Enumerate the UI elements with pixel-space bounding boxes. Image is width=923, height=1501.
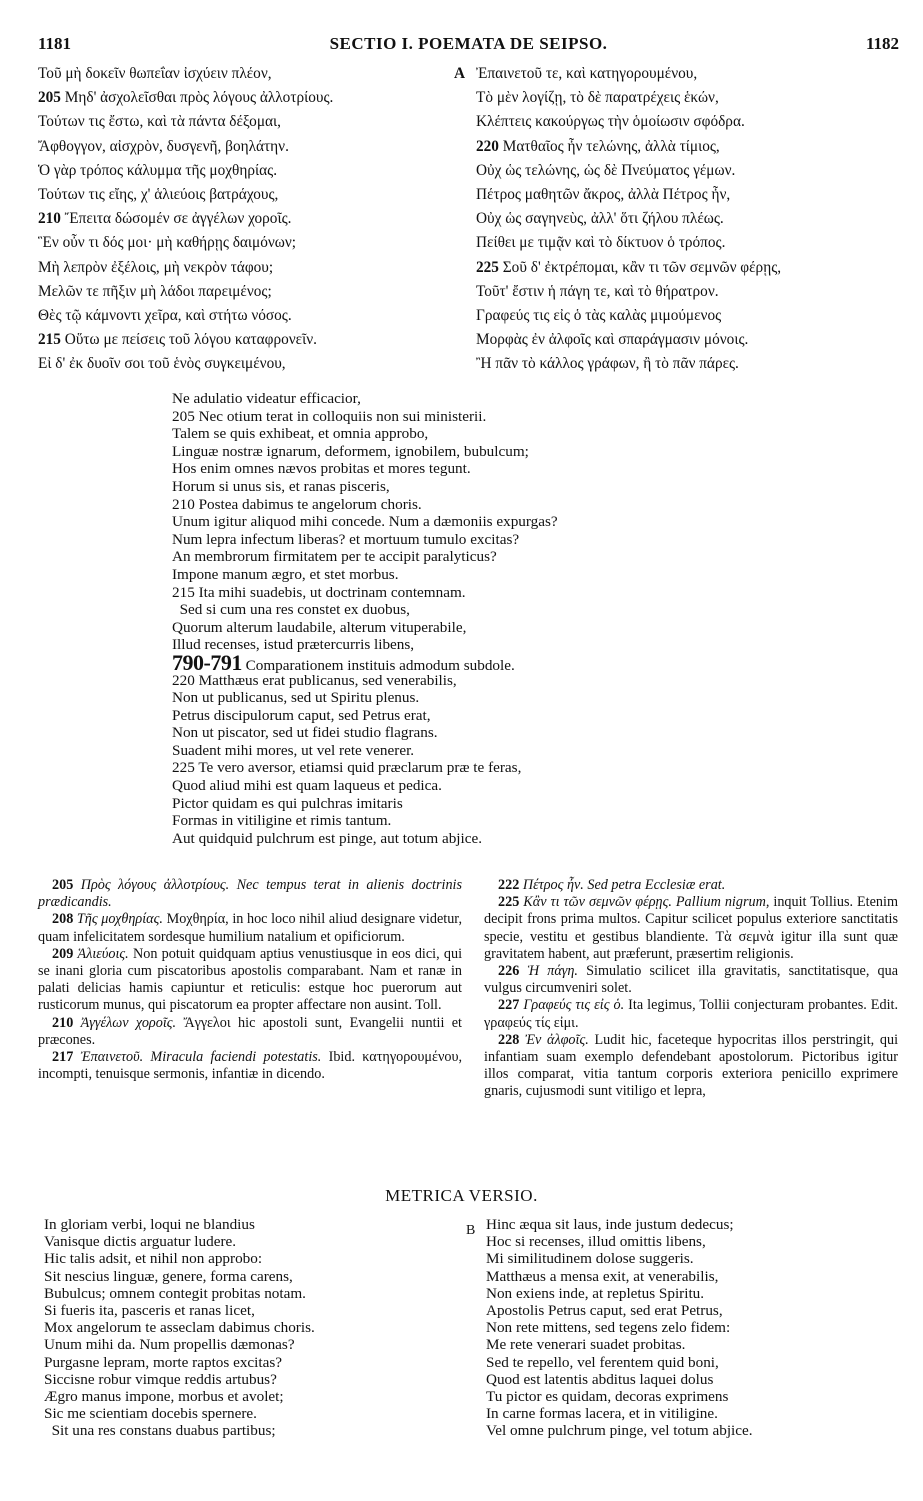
translation-text: Nec otium terat in colloquiis non sui ministerii. (198, 407, 487, 425)
verse-line (458, 159, 898, 183)
metrica-text: Tu pictor es quidam, decoras exprimens (486, 1387, 729, 1405)
metrica-text: Sit nescius linguæ, genere, forma carens, (44, 1267, 293, 1285)
metrica-text: Si fueris ita, pasceris et ranas licet, (44, 1301, 255, 1319)
translation-text: Sed si cum una res constet ex duobus, (172, 601, 410, 619)
metrica-line (466, 1268, 906, 1285)
verse-text (38, 234, 296, 251)
metrica-line (466, 1233, 906, 1250)
metrica-text: Ægro manus impone, morbus et avolet; (44, 1387, 284, 1405)
column-marker-b: B (466, 1223, 476, 1238)
note-text: Non potuit quidquam aptius venustiusque in eos dici, qui se inani gloria cum piscatoribus apostolis comparabant. Nam et ranæ in palati delicias hamis capiuntur et reticulis: estque hoc puerorum aut rusticorum munus, qui piscatorum ea propter affectare non ausint. Toll. (38, 945, 463, 1014)
note-line-number: 205 (52, 877, 74, 893)
verse-text (458, 331, 748, 348)
note-text: Ibid. κατηγορουμένου, incompti, tenuisque sermonis, infantiæ in dicendo. (38, 1049, 463, 1083)
note-line-number: 226 (498, 963, 520, 980)
translation-line (172, 566, 732, 584)
metrica-line (466, 1285, 906, 1302)
translation-line (172, 390, 732, 408)
metrica-line (44, 1250, 454, 1267)
line-number: 220 (476, 137, 499, 155)
note-lemma: Ἐπαινετοῦ. Miracula faciendi potestatis. (80, 1049, 322, 1066)
translation-line (172, 707, 732, 725)
page-number-right: 1182 (865, 34, 899, 53)
metrica-text: In carne formas lacera, et in vitiligine. (486, 1405, 718, 1423)
verse-content: Τοῦτ' ἔστιν ἡ πάγη τε, καὶ τὸ θήρατρον. (476, 282, 719, 300)
metrica-left-column (44, 1216, 454, 1439)
verse-text (458, 65, 697, 82)
verse-content: Ματθαῖος ἦν τελώνης, ἀλλὰ τίμιος, (502, 137, 720, 155)
metrica-line (44, 1336, 454, 1353)
translation-text: Talem se quis exhibeat, et omnia approbo, (172, 425, 429, 443)
line-number: 205 (38, 89, 61, 107)
translation-line (172, 513, 732, 531)
verse-line (458, 183, 898, 207)
translation-line (172, 584, 732, 602)
translation-line (172, 795, 732, 813)
verse-text (458, 259, 781, 276)
translation-line (172, 759, 732, 777)
line-number: 215 (38, 331, 61, 349)
metrica-line (44, 1285, 454, 1302)
verse-text (38, 355, 286, 372)
verse-content: Οὐχ ὡς τελώνης, ὡς δὲ Πνεύματος γέμων. (476, 161, 736, 179)
verse-content: Τοῦ μὴ δοκεῖν θωπεΐαν ἰσχύειν πλέον, (38, 65, 272, 82)
note-line-number: 210 (52, 1014, 74, 1031)
metrica-line (466, 1354, 906, 1371)
verse-text (458, 113, 745, 130)
metrica-text: Siccisne robur vimque reddis artubus? (44, 1370, 277, 1388)
metrica-text: Sed te repello, vel ferentem quid boni, (486, 1353, 719, 1371)
column-marker-a: A (454, 65, 466, 82)
note-text: inquit Tollius. Etenim decipit frons prima multos. Capitur scilicet populus exteriore sanctitatis specie, vestitu et gestibus blandiente. Τὰ σεμνὰ igitur illa sunt quæ gravitatem habent, aut præferunt, præsertim religionis. (484, 894, 898, 962)
greek-text-left-column (38, 62, 458, 376)
verse-text (38, 138, 289, 155)
metrica-line (466, 1302, 906, 1319)
metrica-line (466, 1250, 906, 1267)
metrica-text: Apostolis Petrus caput, sed erat Petrus, (486, 1301, 723, 1319)
note-line-number: 208 (52, 911, 74, 928)
translation-line (172, 649, 732, 675)
note-paragraph (38, 1015, 462, 1049)
metrica-text: Bubulcus; omnem contegit probitas notam. (44, 1284, 306, 1302)
note-paragraph (484, 963, 898, 997)
note-line-number: 225 (498, 894, 520, 911)
metrica-line (466, 1216, 906, 1233)
verse-line (38, 304, 458, 328)
metrica-text: Sit una res constans duabus partibus; (44, 1422, 276, 1440)
verse-line (458, 231, 898, 255)
verse-content: Πείθει με τιμᾷν καὶ τὸ δίκτυον ὁ τρόπος. (476, 234, 726, 252)
note-paragraph (38, 911, 462, 945)
note-lemma: Τῆς μοχθηρίας. (76, 911, 163, 928)
translation-text: Te vero aversor, etiamsi quid præclarum præ te feras, (198, 759, 522, 777)
translation-line (172, 830, 732, 848)
note-lemma: Πρὸς λόγους ἀλλοτρίους. Nec tempus terat in alienis doctrinis prædicandis. (38, 877, 463, 911)
verse-content: Γραφεύς τις εἰς ὁ τὰς καλὰς μιμούμενος (476, 306, 722, 324)
translation-line (172, 724, 732, 742)
metrica-line (44, 1233, 454, 1250)
metrica-right-column (466, 1216, 906, 1439)
verse-content: Μορφὰς ἐν ἀλφοῖς καὶ σπαράγμασιν μόνοις. (476, 331, 749, 349)
verse-text (458, 355, 739, 372)
metrica-versio-heading: METRICA VERSIO. (385, 1186, 538, 1205)
note-paragraph (38, 877, 462, 911)
metrica-line (44, 1422, 454, 1439)
verse-text (458, 234, 725, 251)
line-number: 210 (172, 495, 195, 513)
verse-line (38, 159, 458, 183)
translation-text: Comparationem instituis admodum subdole. (245, 656, 515, 674)
verse-content: Οὕτω με πείσεις τοῦ λόγου καταφρονεῖν. (64, 331, 317, 349)
note-text: Ἄγγελοι hic apostoli sunt, Evangelii nuntii et præcones. (38, 1014, 462, 1048)
translation-text: Postea dabimus te angelorum choris. (198, 495, 422, 513)
note-paragraph (484, 877, 898, 894)
metrica-line (466, 1336, 906, 1353)
verse-text (38, 65, 272, 82)
metrica-line (44, 1405, 454, 1422)
metrica-text: Hoc si recenses, illud omittis libens, (486, 1233, 706, 1251)
translation-text: Suadent mihi mores, ut vel rete venerer. (172, 741, 415, 759)
translation-line (172, 425, 732, 443)
note-lemma: Ἡ πάγη. (527, 963, 578, 980)
verse-text (38, 113, 281, 130)
metrica-text: Me rete venerari suadet probitas. (486, 1336, 686, 1354)
verse-text (458, 307, 721, 324)
metrica-line (466, 1319, 906, 1336)
verse-text (458, 186, 730, 203)
translation-line (172, 812, 732, 830)
verse-content: Εἰ δ' ἐκ δυοῖν σοι τοῦ ἑνὸς συγκειμένου, (38, 355, 286, 373)
metrica-text: Sic me scientiam docebis spernere. (44, 1405, 257, 1423)
note-line-number: 228 (498, 1031, 520, 1048)
translation-line (172, 601, 732, 619)
verse-text (38, 331, 317, 348)
verse-content: Ὁ γὰρ τρόπος κάλυμμα τῆς μοχθηρίας. (38, 161, 278, 179)
metrica-text: Unum mihi da. Num propellis dæmonas? (44, 1336, 295, 1354)
verse-content: Κλέπτεις κακούργως τὴν ὁμοίωσιν σφόδρα. (476, 113, 745, 131)
note-paragraph (484, 894, 898, 963)
line-number: 225 (172, 759, 195, 777)
verse-content: Πέτρος μαθητῶν ἄκρος, ἀλλὰ Πέτρος ἦν, (476, 185, 731, 203)
metrica-text: Non exiens inde, at repletus Spiritu. (486, 1284, 705, 1302)
line-number: 210 (38, 210, 61, 228)
translation-line (172, 548, 732, 566)
metrica-line (44, 1268, 454, 1285)
translation-line (172, 777, 732, 795)
verse-line (458, 352, 898, 376)
metrica-line (44, 1216, 454, 1233)
translation-text: Petrus discipulorum caput, sed Petrus erat, (172, 706, 431, 724)
note-line-number: 222 (498, 877, 520, 893)
verse-text (458, 283, 719, 300)
translation-line (172, 478, 732, 496)
metrica-line (466, 1405, 906, 1422)
verse-text (458, 210, 724, 227)
note-line-number: 227 (498, 997, 520, 1014)
metrica-text: Hic talis adsit, et nihil non approbo: (44, 1250, 263, 1268)
verse-line (458, 280, 898, 304)
verse-line (38, 183, 458, 207)
translation-text: Quod aliud mihi est quam laqueus et pedica. (172, 777, 442, 795)
metrica-line (466, 1388, 906, 1405)
metrica-text: Purgasne lepram, morte raptos excitas? (44, 1353, 283, 1371)
translation-text: Unum igitur aliquod mihi concede. Num a dæmoniis expurgas? (172, 513, 558, 531)
verse-content: Θὲς τῷ κάμνοντι χεῖρα, καὶ στήτω νόσος. (38, 306, 292, 324)
translation-text: Aut quidquid pulchrum est pinge, aut totum abjice. (172, 829, 483, 847)
verse-line (38, 207, 458, 231)
translation-text: An membrorum firmitatem per te accipit paralyticus? (172, 548, 497, 566)
translation-line (172, 408, 732, 426)
metrica-text: Quod est latentis abditus laquei dolus (486, 1370, 714, 1388)
verse-content: Ἢ πᾶν τὸ κάλλος γράφων, ἢ τὸ πᾶν πάρες. (476, 355, 739, 373)
verse-content: Μηδ' ἀσχολεῖσθαι πρὸς λόγους ἀλλοτρίους. (64, 89, 334, 107)
notes-left-column (38, 877, 462, 1083)
running-title: SECTIO I. POEMATA DE SEIPSO. (329, 34, 608, 53)
translation-text: Non ut publicanus, sed ut Spiritu plenus. (172, 689, 420, 707)
greek-text-right-column (454, 62, 898, 376)
verse-content: Οὐχ ὡς σαγηνεὺς, ἀλλ' ὅτι ζήλου πλέως. (476, 210, 724, 228)
note-text: Ludit hic, faceteque hypocritas illos perstringit, qui infantiam suam exemplo defendebant apostolorum. Pictoribus igitur illos comparat, vitia tantum corporis exteriora penicillo exprimere gnaris, cujusmodi sunt vitiligo et lepra, (484, 1031, 899, 1100)
page-header (38, 34, 899, 58)
translation-text: Matthæus erat publicanus, sed venerabilis, (198, 671, 457, 689)
verse-line (458, 304, 898, 328)
metrica-line (44, 1319, 454, 1336)
verse-text (38, 186, 278, 203)
note-lemma: Πέτρος ἦν. Sed petra Ecclesiæ erat. (522, 877, 726, 893)
verse-line (458, 207, 898, 231)
note-paragraph (484, 997, 898, 1031)
note-paragraph (38, 946, 462, 1015)
translation-text: Linguæ nostræ ignarum, deformem, ignobilem, bubulcum; (172, 442, 529, 460)
verse-content: Τὸ μὲν λογίζῃ, τὸ δὲ παρατρέχεις ἑκών, (476, 89, 719, 107)
verse-text (38, 283, 272, 300)
metrica-line (466, 1422, 906, 1439)
metrica-text: Mi similitudinem dolose suggeris. (486, 1250, 694, 1268)
translation-line (172, 496, 732, 514)
verse-content: Ἔπειτα δώσομέν σε ἀγγέλων χοροῖς. (64, 210, 292, 228)
verse-line (458, 110, 898, 134)
metrica-line (44, 1354, 454, 1371)
verse-text (38, 307, 292, 324)
verse-line (458, 328, 898, 352)
translation-text: Hos enim omnes nævos probitas et mores tegunt. (172, 460, 471, 478)
column-reference-number: 790-791 (172, 649, 242, 675)
verse-text (458, 89, 719, 106)
metrica-text: Mox angelorum te asseclam dabimus choris. (44, 1319, 315, 1337)
note-paragraph (484, 1032, 898, 1101)
verse-line (38, 62, 458, 86)
verse-content: Ἓν οὖν τι δός μοι· μὴ καθήρῃς δαιμόνων; (38, 234, 297, 252)
translation-text: Formas in vitiligine et rimis tantum. (172, 812, 392, 830)
verse-content: Τούτων τις ἔστω, καὶ τὰ πάντα δέξομαι, (38, 113, 281, 131)
translation-line (172, 742, 732, 760)
metrica-text: Non rete mittens, sed tegens zelo fidem: (486, 1319, 731, 1337)
note-lemma: Ἀγγέλων χοροῖς. (80, 1014, 177, 1031)
verse-line (38, 280, 458, 304)
verse-text (458, 162, 735, 179)
verse-content: Σοῦ δ' ἐκτρέπομαι, κἂν τι τῶν σεμνῶν φέρῃς, (502, 258, 782, 276)
metrica-line (44, 1302, 454, 1319)
note-text: Simulatio scilicet illa gravitatis, sanctitatisque, qua vulgus circumveniri solet. (484, 963, 899, 997)
verse-line (38, 256, 458, 280)
note-text: Μοχθηρία, in hoc loco nihil aliud designare videtur, quam infelicitatem sordesque humilium natalium et opificiorum. (38, 911, 463, 945)
verse-line (38, 86, 458, 110)
translation-line (172, 619, 732, 637)
translation-line (172, 636, 732, 654)
notes-right-column (484, 877, 898, 1101)
note-paragraph (38, 1049, 462, 1083)
verse-line (38, 135, 458, 159)
metrica-text: In gloriam verbi, loqui ne blandius (44, 1216, 255, 1233)
translation-text: Impone manum ægro, et stet morbus. (172, 565, 399, 583)
verse-line (38, 352, 458, 376)
translation-text: Ne adulatio videatur efficacior, (172, 390, 361, 407)
note-lemma: Γραφεύς τις εἰς ὁ. (523, 997, 625, 1014)
metrica-line (466, 1371, 906, 1388)
verse-line (38, 231, 458, 255)
translation-line (172, 443, 732, 461)
verse-line (38, 328, 458, 352)
verse-text (38, 89, 333, 106)
metrica-line (44, 1371, 454, 1388)
metrica-text: Matthæus a mensa exit, at venerabilis, (486, 1267, 719, 1285)
line-number: 225 (476, 258, 499, 276)
verse-line (458, 62, 898, 86)
translation-text: Non ut piscator, sed ut fidei studio flagrans. (172, 724, 438, 742)
translation-text: Num lepra infectum liberas? et mortuum tumulo excitas? (172, 530, 520, 548)
verse-line (458, 86, 898, 110)
verse-content: Μὴ λεπρὸν ἐξέλοις, μὴ νεκρὸν τάφου; (38, 258, 274, 276)
note-line-number: 217 (52, 1049, 74, 1066)
line-number: 215 (172, 583, 195, 601)
note-lemma: Ἐν ἀλφοῖς. (524, 1031, 589, 1048)
translation-line (172, 672, 732, 690)
translation-text: Ita mihi suadebis, ut doctrinam contemnam. (198, 583, 466, 601)
line-number: 205 (172, 407, 195, 425)
metrica-text: Vanisque dictis arguatur ludere. (44, 1233, 237, 1251)
translation-text: Horum si unus sis, et ranas pisceris, (172, 477, 390, 495)
translation-line (172, 460, 732, 478)
verse-line (458, 256, 898, 280)
metrica-text: Hinc æqua sit laus, inde justum dedecus; (486, 1216, 734, 1233)
note-lemma: Ἁλιεύοις. (77, 945, 129, 962)
verse-line (38, 110, 458, 134)
verse-line (458, 135, 898, 159)
verse-content: Ἐπαινετοῦ τε, καὶ κατηγορουμένου, (476, 65, 698, 82)
verse-text (38, 162, 277, 179)
verse-content: Τούτων τις εἴης, χ' ἁλιεύοις βατράχους, (38, 185, 279, 203)
verse-content: Ἄφθογγον, αἰσχρὸν, δυσγενῆ, βοηλάτην. (38, 137, 289, 155)
translation-line (172, 689, 732, 707)
line-number: 220 (172, 671, 195, 689)
note-line-number: 209 (52, 945, 74, 962)
verse-content: Μελῶν τε πῆξιν μὴ λάδοι παρειμένος; (38, 282, 272, 300)
metrica-text: Vel omne pulchrum pinge, vel totum abjice. (486, 1422, 753, 1440)
note-text: Ita legimus, Tollii conjecturam probantes. Edit. γραφεύς τίς εἰμι. (484, 997, 898, 1031)
translation-text: Quorum alterum laudabile, alterum vituperabile, (172, 618, 467, 636)
verse-text (38, 259, 273, 276)
translation-line (172, 531, 732, 549)
verse-text (38, 210, 291, 227)
verse-text (458, 138, 720, 155)
note-lemma: Κἂν τι τῶν σεμνῶν φέρῃς. Pallium nigrum, (523, 894, 770, 911)
latin-translation (172, 390, 732, 847)
translation-text: Pictor quidam es qui pulchras imitaris (172, 794, 403, 812)
page-number-left: 1181 (38, 34, 72, 53)
metrica-line (44, 1388, 454, 1405)
translation-text: Illud recenses, istud prætercurris libens, (172, 636, 415, 654)
